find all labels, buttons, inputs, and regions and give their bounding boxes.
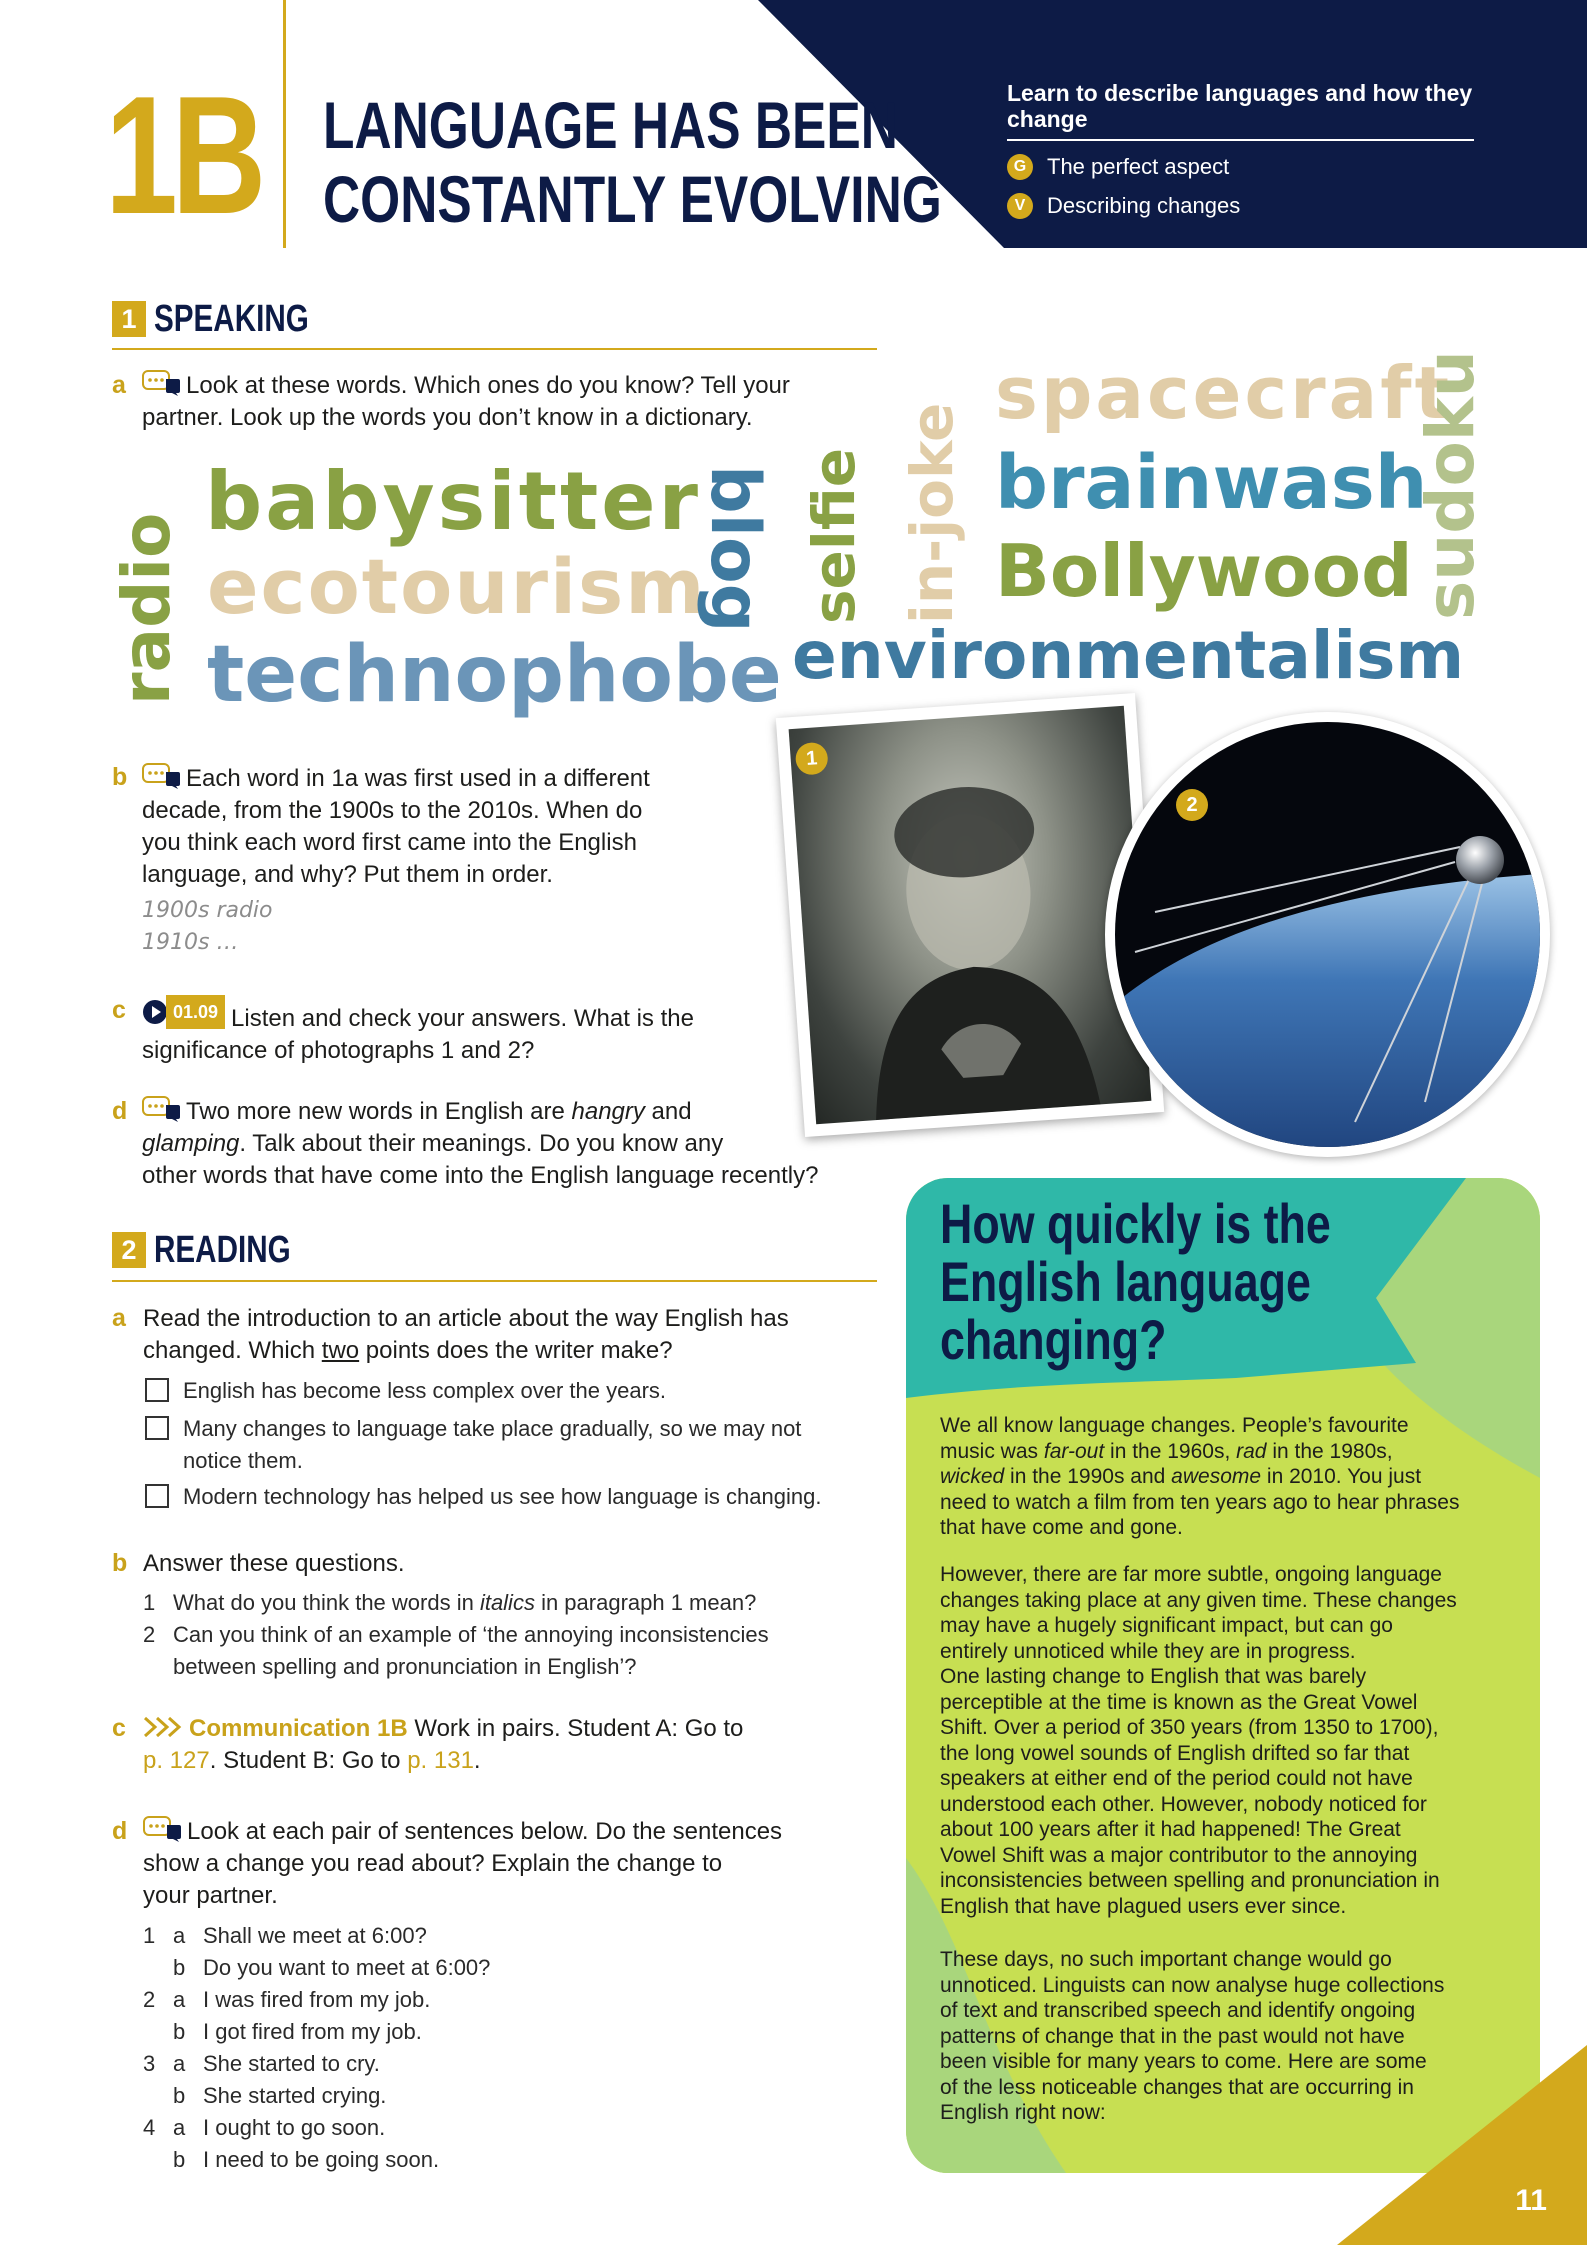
exercise-text: . — [473, 1747, 481, 1774]
portrait-image — [789, 706, 1152, 1124]
article-text: music was — [940, 1439, 1044, 1463]
pair-letter: a — [173, 1987, 186, 2012]
speech-bubble-icon — [143, 1816, 181, 1842]
unit-title-line2: CONSTANTLY EVOLVING — [323, 162, 942, 236]
article-line: that have come and gone. — [940, 1516, 1183, 1539]
photograph-2-sputnik — [1105, 712, 1550, 1157]
exercise-letter: c — [112, 996, 126, 1024]
play-icon — [142, 999, 168, 1025]
sentence-text: I need to be going soon. — [203, 2147, 440, 2172]
exercise-text: Read the introduction to an article about the way English has — [143, 1305, 789, 1332]
article-paragraph-1 — [940, 1413, 1525, 1541]
exercise-text: changed. Which — [143, 1337, 322, 1364]
question-number: 2 — [143, 1622, 156, 1647]
sentence-text: I ought to go soon. — [203, 2115, 386, 2140]
italic-word: hangry — [571, 1098, 645, 1125]
article-line: of the less noticeable changes that are occurring in — [940, 2075, 1414, 2099]
exercise-letter: d — [112, 1817, 128, 1845]
speech-bubble-icon — [142, 370, 180, 396]
article-title-line: changing? — [940, 1308, 1167, 1371]
article-line: the long vowel sounds of English drifted so far that — [940, 1741, 1410, 1765]
word-selfie: selfie — [800, 447, 868, 624]
question-text: What do you think the words in — [173, 1590, 480, 1615]
exercise-text: partner. Look up the words you don’t know in a dictionary. — [142, 404, 753, 431]
article-line: inconsistencies between spelling and pronunciation in — [940, 1869, 1440, 1892]
audio-track-button[interactable] — [142, 995, 225, 1029]
pair-letter: b — [173, 2147, 186, 2172]
reading-heading — [112, 1230, 329, 1270]
options-list — [145, 1375, 885, 1513]
article-line: These days, no such important change would go — [940, 1948, 1392, 1971]
article-line: been visible for many years to come. Here are some — [940, 2050, 1427, 2073]
question-2 — [143, 1619, 883, 1651]
grammar-badge-icon: G — [1007, 154, 1033, 180]
article-line: One lasting change to English that was barely — [940, 1665, 1367, 1688]
pair-letter: a — [173, 2115, 186, 2140]
exercise-letter: a — [112, 1304, 126, 1332]
unit-title — [323, 88, 942, 236]
option-text: notice them. — [183, 1448, 303, 1473]
exercise-letter: b — [112, 763, 128, 791]
handwritten-example: 1900s radio — [142, 898, 273, 923]
sentence-pair-1b — [143, 1952, 643, 1984]
pair-number: 4 — [143, 2115, 156, 2140]
pair-letter: b — [173, 2019, 186, 2044]
word-blog: blog — [695, 465, 774, 633]
section-title: SPEAKING — [154, 297, 309, 340]
exercise-text: Listen and check your answers. What is the — [231, 1005, 694, 1032]
exercise-text: decade, from the 1900s to the 2010s. When do — [142, 797, 643, 824]
question-number: 1 — [143, 1590, 156, 1615]
sentence-pair-2a — [143, 1984, 643, 2016]
sentence-pair-4a — [143, 2112, 643, 2144]
italic-word: wicked — [940, 1465, 1005, 1488]
exercise-text: . Student B: Go to — [209, 1747, 408, 1774]
vocabulary-focus-label: Describing changes — [1047, 193, 1241, 218]
audio-track-number: 01.09 — [166, 995, 225, 1029]
option-row — [145, 1375, 885, 1407]
article-line: English that have plagued users ever since. — [940, 1894, 1347, 1918]
exercise-letter: d — [112, 1097, 128, 1125]
exercise-2a — [143, 1303, 883, 1367]
article-line: We all know language changes. People’s favourite — [940, 1414, 1409, 1437]
unit-title-line1: LANGUAGE HAS BEEN — [323, 88, 898, 162]
option-checkbox[interactable] — [145, 1484, 169, 1508]
word-radio: radio — [108, 512, 185, 705]
italic-word: italics — [479, 1590, 535, 1615]
italic-word: awesome — [1171, 1465, 1262, 1488]
question-list — [143, 1587, 883, 1683]
word-environmentalism: environmentalism — [792, 617, 1465, 694]
article-title-line: English language — [940, 1250, 1311, 1313]
photo-number-badge: 1 — [795, 742, 829, 776]
option-text: Many changes to language take place gradually, so we may not — [183, 1416, 802, 1441]
article-line: entirely unnoticed while they are in progress. — [940, 1639, 1356, 1663]
option-row — [145, 1413, 885, 1445]
question-text: Can you think of an example of ‘the annoying inconsistencies — [173, 1622, 769, 1647]
word-brainwash: brainwash — [995, 440, 1428, 526]
article-line: Shift. Over a period of 350 years (from 1350 to 1700), — [940, 1716, 1439, 1739]
sentence-text: I was fired from my job. — [203, 1987, 431, 2012]
pair-number: 2 — [143, 1987, 156, 2012]
article-text: in 2010. You just — [1261, 1465, 1422, 1488]
article-line: English right now: — [940, 2101, 1106, 2124]
exercise-1b — [142, 763, 742, 959]
article-title — [940, 1192, 1372, 1371]
vocabulary-badge-icon: V — [1007, 193, 1033, 219]
article-text: in the 1990s and — [1004, 1465, 1172, 1488]
section-divider — [112, 348, 877, 350]
exercise-letter: b — [112, 1549, 128, 1577]
exercise-text: Look at each pair of sentences below. Do the sentences — [187, 1818, 783, 1845]
exercise-text: you think each word first came into the English — [142, 829, 637, 856]
sentence-pair-1a — [143, 1920, 643, 1952]
section-number: 2 — [112, 1232, 146, 1268]
exercise-2c — [143, 1713, 883, 1777]
exercise-letter: c — [112, 1714, 126, 1742]
section-divider — [112, 1280, 877, 1282]
satellite-in-orbit-image — [1115, 722, 1540, 1147]
option-text: Modern technology has helped us see how language is changing. — [183, 1484, 822, 1509]
pair-letter: a — [173, 1923, 186, 1948]
article-line: patterns of change that in the past would not have — [940, 2024, 1405, 2048]
exercise-2d — [143, 1816, 883, 1912]
pair-letter: b — [173, 2083, 186, 2108]
article-line: about 100 years after it had happened! The Great — [940, 1818, 1401, 1841]
exercise-text: language, and why? Put them in order. — [142, 861, 553, 888]
article-line: perceptible at the time is known as the Great Vowel — [940, 1690, 1418, 1714]
exercise-text: significance of photographs 1 and 2? — [142, 1037, 535, 1064]
article-line: Vowel Shift was a major contributor to the annoying — [940, 1843, 1418, 1867]
pair-number: 1 — [143, 1923, 156, 1948]
page-corner — [1337, 2045, 1587, 2245]
sentence-text: She started to cry. — [203, 2051, 380, 2076]
word-ecotourism: ecotourism — [207, 542, 707, 631]
lesson-objective: Learn to describe languages and how they change — [1007, 80, 1473, 132]
page-link-127[interactable]: p. 127 — [143, 1747, 210, 1774]
exercise-text: Look at these words. Which ones do you know? Tell your — [186, 372, 790, 399]
italic-word: far-out — [1043, 1439, 1105, 1463]
article-text: in the 1960s, — [1104, 1439, 1237, 1463]
option-text: English has become less complex over the years. — [183, 1378, 667, 1403]
option-row — [145, 1481, 885, 1513]
article-line — [940, 1464, 1525, 1490]
page-link-131[interactable]: p. 131 — [407, 1747, 474, 1774]
speaking-heading — [112, 299, 352, 339]
article-line: understood each other. However, nobody noticed for — [940, 1792, 1427, 1816]
word-bollywood: Bollywood — [995, 529, 1413, 613]
exercise-1c — [142, 995, 792, 1067]
exercise-1d — [142, 1096, 882, 1192]
pair-letter: b — [173, 1955, 186, 1980]
exercise-text: Work in pairs. Student A: Go to — [407, 1715, 744, 1742]
article-line: may have a hugely significant impact, but can go — [940, 1614, 1393, 1637]
article-line — [940, 1439, 1525, 1465]
article-title-line: How quickly is the — [940, 1192, 1331, 1255]
underlined-word: two — [321, 1337, 360, 1364]
word-in-joke: in-joke — [898, 402, 966, 624]
sentence-text: Do you want to meet at 6:00? — [203, 1955, 491, 1980]
pair-number: 3 — [143, 2051, 156, 2076]
objective-divider — [1007, 139, 1474, 141]
exercise-text: . Talk about their meanings. Do you know any — [239, 1130, 724, 1157]
speech-bubble-icon — [142, 1096, 180, 1122]
sentence-text: She started crying. — [203, 2083, 387, 2108]
communication-link[interactable]: Communication 1B — [189, 1715, 408, 1742]
article-line: need to watch a film from ten years ago to hear phrases — [940, 1490, 1460, 1514]
word-babysitter: babysitter — [205, 455, 701, 548]
question-1 — [143, 1587, 883, 1619]
sentence-text: I got fired from my job. — [203, 2019, 422, 2044]
sentence-pair-4b — [143, 2144, 643, 2176]
speech-bubble-icon — [142, 763, 180, 789]
exercise-text: your partner. — [143, 1882, 278, 1909]
option-checkbox[interactable] — [145, 1378, 169, 1402]
exercise-text: other words that have come into the English language recently? — [142, 1162, 819, 1189]
article-line: of text and transcribed speech and identify ongoing — [940, 1999, 1416, 2022]
unit-number: 1B — [105, 61, 261, 249]
grammar-focus-label: The perfect aspect — [1047, 154, 1230, 179]
article-paragraph-2 — [940, 1562, 1525, 1919]
exercise-letter: a — [112, 371, 126, 399]
exercise-text: points does the writer make? — [359, 1337, 673, 1364]
grammar-focus — [1007, 152, 1229, 182]
header-divider — [283, 0, 286, 248]
section-title: READING — [154, 1228, 291, 1271]
vocabulary-focus — [1007, 191, 1240, 221]
article-line: changes taking place at any given time. These changes — [940, 1588, 1457, 1612]
word-sudoku: sudoku — [1412, 350, 1489, 620]
page-number: 11 — [1515, 2184, 1547, 2217]
italic-word: glamping — [142, 1130, 240, 1157]
article-line: However, there are far more subtle, ongoing language — [940, 1563, 1442, 1586]
question-text: in paragraph 1 mean? — [534, 1590, 757, 1615]
exercise-text: Each word in 1a was first used in a different — [186, 765, 650, 792]
exercise-2b: Answer these questions. — [143, 1550, 405, 1577]
word-spacecraft: spacecraft — [995, 351, 1453, 435]
word-technophobe: technophobe — [207, 630, 782, 720]
article-line: unnoticed. Linguists can now analyse huge collections — [940, 1973, 1445, 1997]
sentence-text: Shall we meet at 6:00? — [203, 1923, 427, 1948]
section-number: 1 — [112, 301, 146, 337]
sentence-pair-3a — [143, 2048, 643, 2080]
sentence-pairs — [143, 1920, 643, 2176]
sentence-pair-2b — [143, 2016, 643, 2048]
exercise-text: show a change you read about? Explain the change to — [143, 1850, 723, 1877]
option-checkbox[interactable] — [145, 1416, 169, 1440]
sentence-pair-3b — [143, 2080, 643, 2112]
exercise-text: and — [644, 1098, 692, 1125]
exercise-1a — [142, 370, 882, 434]
article-text: in the 1980s, — [1266, 1439, 1393, 1463]
italic-word: rad — [1236, 1439, 1267, 1463]
exercise-text: Two more new words in English are — [186, 1098, 572, 1125]
pair-letter: a — [173, 2051, 186, 2076]
article-line: speakers at either end of the period could not have — [940, 1767, 1413, 1790]
handwritten-example: 1910s … — [142, 930, 239, 955]
photo-number-badge: 2 — [1176, 789, 1208, 821]
question-text: between spelling and pronunciation in English’? — [173, 1654, 637, 1679]
communication-arrows-icon — [143, 1716, 185, 1738]
